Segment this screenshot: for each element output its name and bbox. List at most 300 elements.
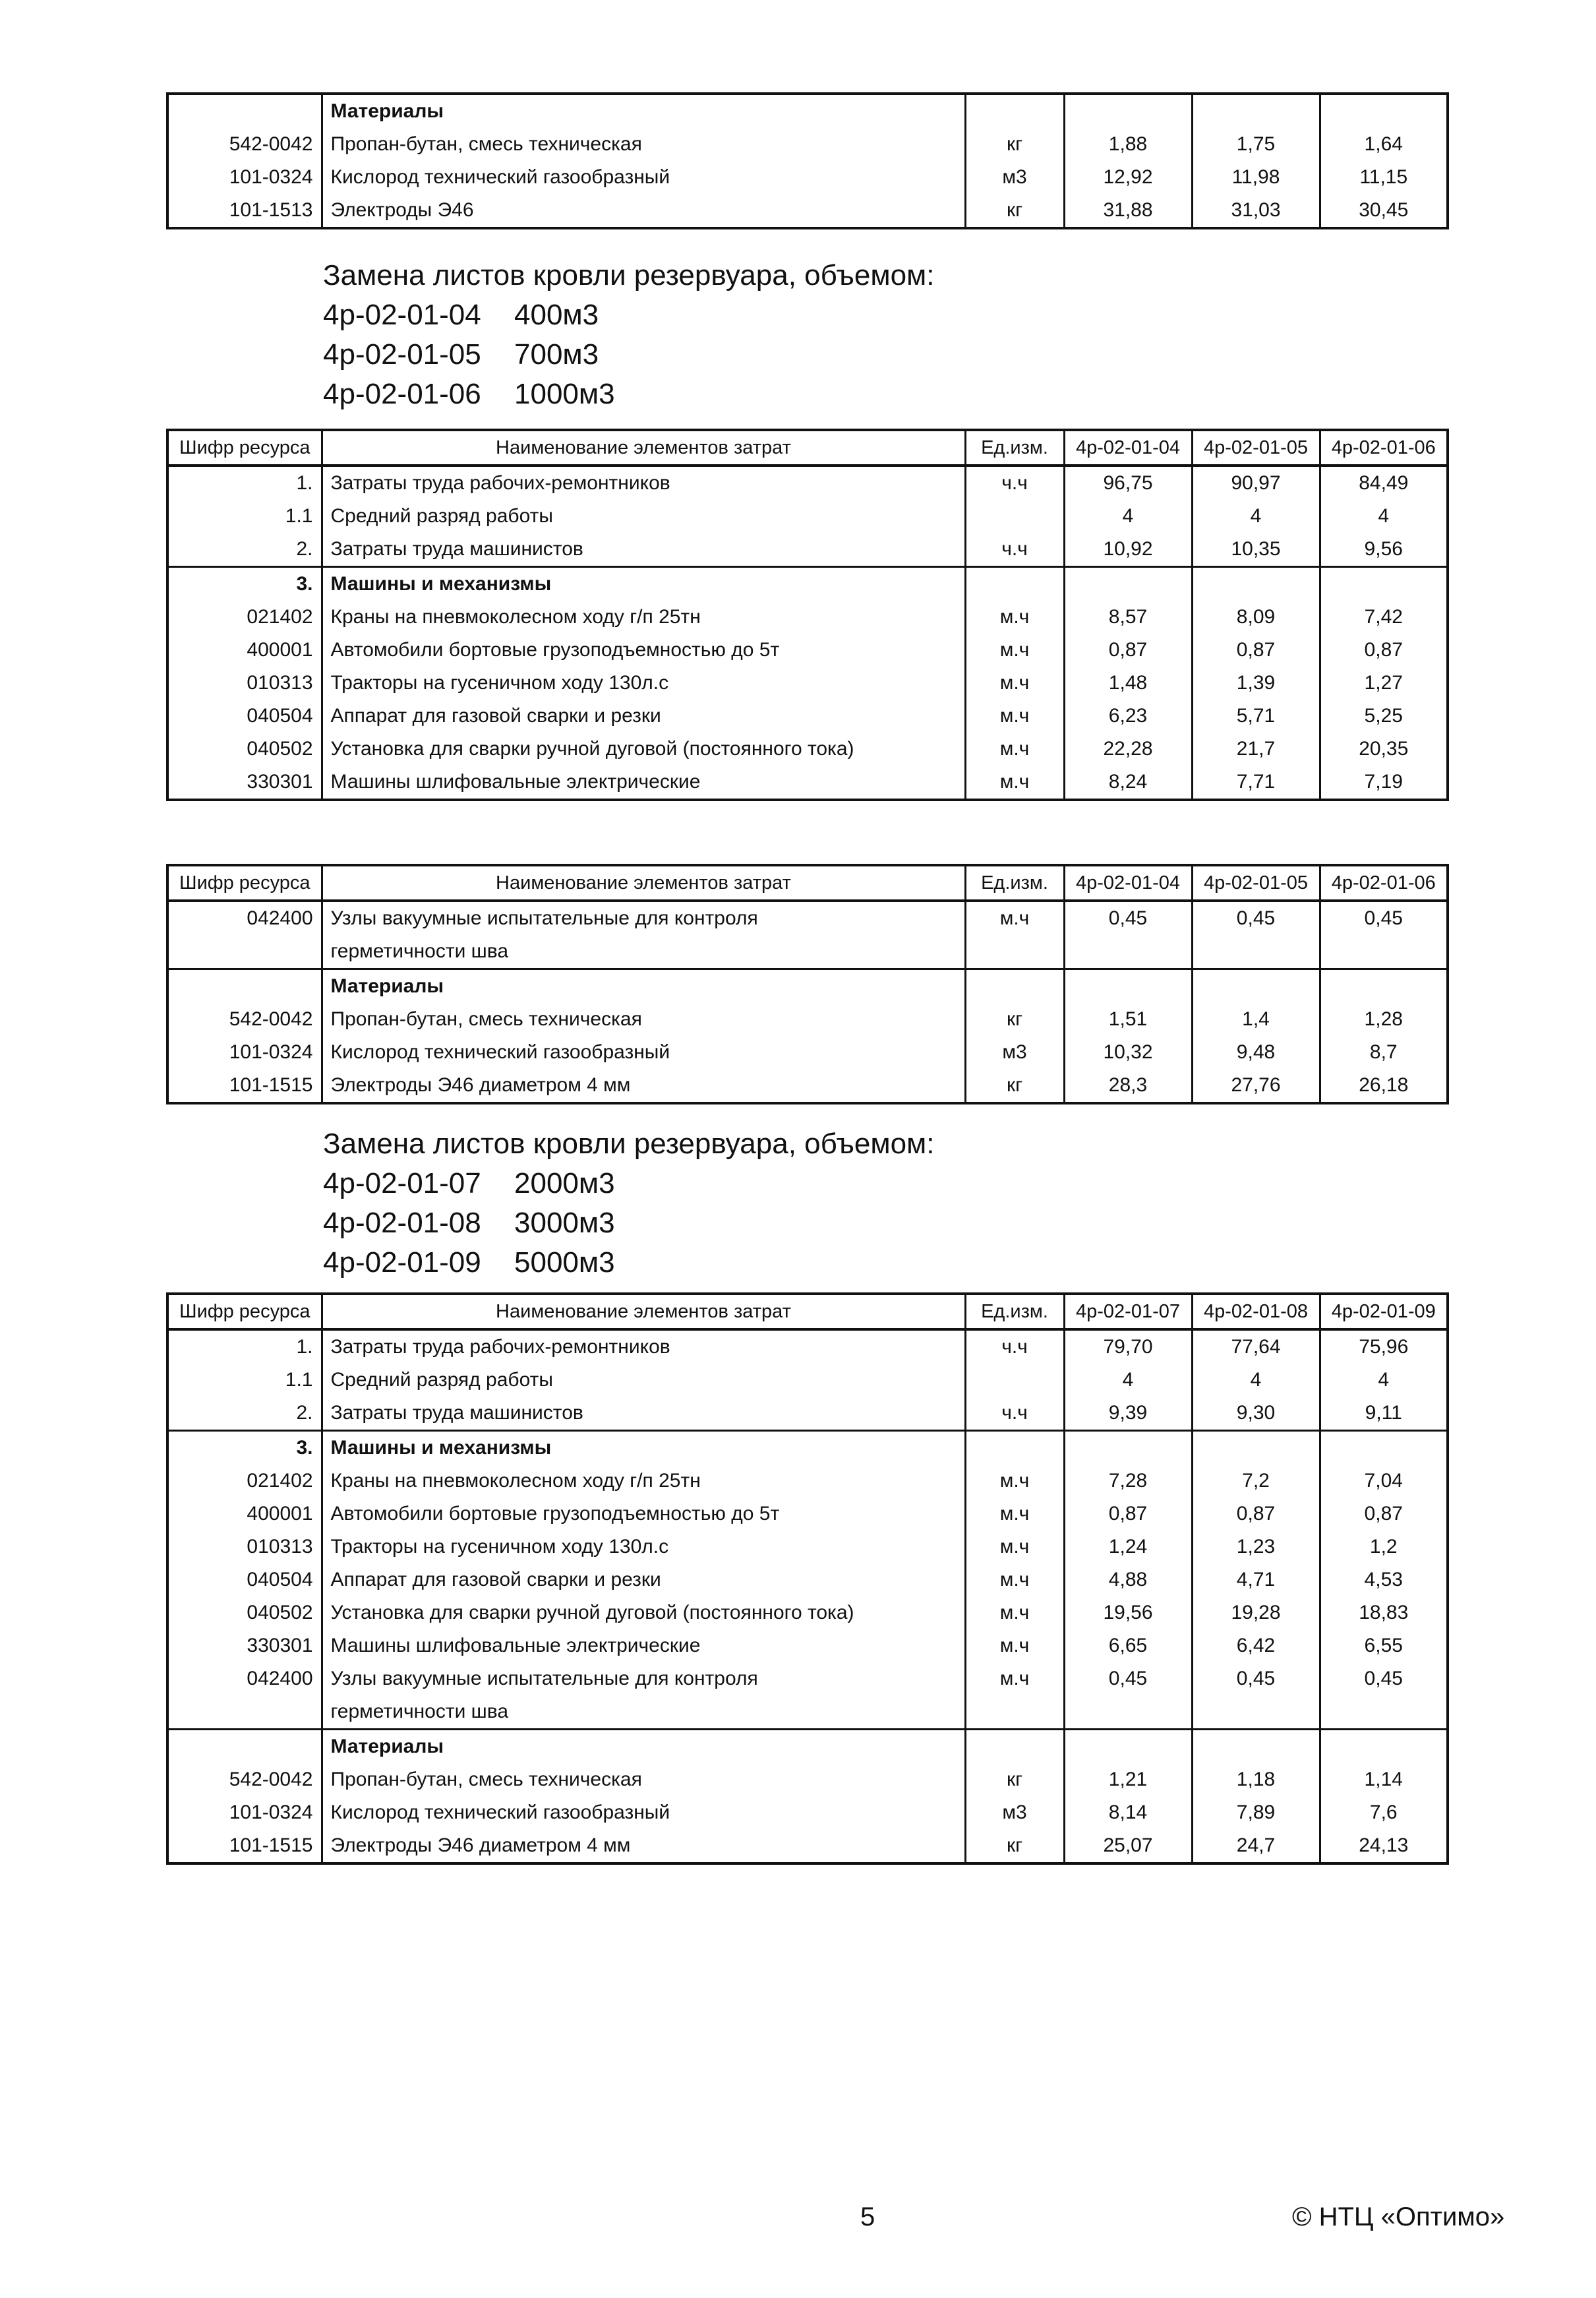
resource-name: Тракторы на гусеничном ходу 130л.с xyxy=(322,1530,965,1563)
unit: м.ч xyxy=(965,1530,1064,1563)
value-2: 31,03 xyxy=(1192,194,1320,228)
resource-name: Кислород технический газообразный xyxy=(322,1036,965,1069)
value-1: 8,57 xyxy=(1064,601,1192,634)
table-row xyxy=(167,1530,1448,1563)
header-value-3: 4р-02-01-06 xyxy=(1320,865,1448,901)
unit xyxy=(965,1431,1064,1465)
value-3: 18,83 xyxy=(1320,1596,1448,1629)
resource-name: Тракторы на гусеничном ходу 130л.с xyxy=(322,667,965,700)
resources-table-1 xyxy=(166,429,1449,801)
resources-table-2 xyxy=(166,864,1449,1104)
unit xyxy=(965,1695,1064,1730)
table-row xyxy=(167,969,1448,1004)
unit: м.ч xyxy=(965,1629,1064,1662)
value-3 xyxy=(1320,94,1448,128)
value-2: 9,48 xyxy=(1192,1036,1320,1069)
value-1 xyxy=(1064,1431,1192,1465)
resource-name: Краны на пневмоколесном ходу г/п 25тн xyxy=(322,1465,965,1497)
value-1 xyxy=(1064,1695,1192,1730)
value-3: 1,27 xyxy=(1320,667,1448,700)
resource-code xyxy=(167,1695,322,1730)
volume-item xyxy=(323,1243,935,1283)
value-1: 0,45 xyxy=(1064,1662,1192,1695)
value-3: 0,45 xyxy=(1320,1662,1448,1695)
volume-value: 1000м3 xyxy=(514,378,615,410)
resource-name: герметичности шва xyxy=(322,1695,965,1730)
value-1: 0,87 xyxy=(1064,1497,1192,1530)
value-3: 84,49 xyxy=(1320,466,1448,500)
resource-name: Материалы xyxy=(322,1730,965,1764)
resource-code: 400001 xyxy=(167,634,322,667)
value-2 xyxy=(1192,1730,1320,1764)
header-value-1: 4р-02-01-07 xyxy=(1064,1294,1192,1329)
unit xyxy=(965,500,1064,533)
unit: кг xyxy=(965,1829,1064,1863)
value-1: 1,48 xyxy=(1064,667,1192,700)
value-1: 31,88 xyxy=(1064,194,1192,228)
value-2 xyxy=(1192,1431,1320,1465)
copyright: © НТЦ «Оптимо» xyxy=(1292,2202,1505,2231)
resource-code: 2. xyxy=(167,1397,322,1431)
header-code: Шифр ресурса xyxy=(167,1294,322,1329)
unit: м.ч xyxy=(965,766,1064,800)
value-3: 30,45 xyxy=(1320,194,1448,228)
value-1: 6,23 xyxy=(1064,700,1192,733)
table-row xyxy=(167,533,1448,567)
table-row xyxy=(167,1662,1448,1695)
resource-name: Аппарат для газовой сварки и резки xyxy=(322,700,965,733)
value-2: 27,76 xyxy=(1192,1069,1320,1103)
resource-name: Затраты труда машинистов xyxy=(322,533,965,567)
resource-name: Узлы вакуумные испытательные для контроля xyxy=(322,1662,965,1695)
section-heading-1 xyxy=(323,256,935,414)
resource-code: 542-0042 xyxy=(167,1763,322,1796)
unit: ч.ч xyxy=(965,466,1064,500)
value-2: 5,71 xyxy=(1192,700,1320,733)
value-3: 7,42 xyxy=(1320,601,1448,634)
value-2: 8,09 xyxy=(1192,601,1320,634)
resource-code: 101-1515 xyxy=(167,1069,322,1103)
value-3: 9,56 xyxy=(1320,533,1448,567)
unit: ч.ч xyxy=(965,1397,1064,1431)
value-3: 1,64 xyxy=(1320,128,1448,161)
resource-code: 1.1 xyxy=(167,1364,322,1397)
resource-name: Установка для сварки ручной дуговой (постоянного тока) xyxy=(322,1596,965,1629)
volume-value: 400м3 xyxy=(514,299,599,331)
resource-name: Электроды Э46 xyxy=(322,194,965,228)
materials-table-top xyxy=(166,92,1449,229)
resource-code: 010313 xyxy=(167,1530,322,1563)
value-3: 7,6 xyxy=(1320,1796,1448,1829)
table-row xyxy=(167,601,1448,634)
value-3: 24,13 xyxy=(1320,1829,1448,1863)
resource-code xyxy=(167,94,322,128)
resource-name: Пропан-бутан, смесь техническая xyxy=(322,1763,965,1796)
norm-code: 4р-02-01-06 xyxy=(323,378,481,410)
table-row xyxy=(167,161,1448,194)
table-row xyxy=(167,500,1448,533)
value-2: 11,98 xyxy=(1192,161,1320,194)
value-1 xyxy=(1064,94,1192,128)
header-unit: Ед.изм. xyxy=(965,865,1064,901)
unit: ч.ч xyxy=(965,1329,1064,1364)
resource-code: 542-0042 xyxy=(167,128,322,161)
resource-code: 042400 xyxy=(167,901,322,935)
resource-code: 021402 xyxy=(167,601,322,634)
value-1: 9,39 xyxy=(1064,1397,1192,1431)
header-value-3: 4р-02-01-09 xyxy=(1320,1294,1448,1329)
header-unit: Ед.изм. xyxy=(965,1294,1064,1329)
header-value-2: 4р-02-01-05 xyxy=(1192,430,1320,466)
table-row xyxy=(167,1036,1448,1069)
value-2: 19,28 xyxy=(1192,1596,1320,1629)
value-1: 79,70 xyxy=(1064,1329,1192,1364)
value-1: 1,88 xyxy=(1064,128,1192,161)
volume-item xyxy=(323,295,935,335)
resource-name: Кислород технический газообразный xyxy=(322,161,965,194)
value-2: 1,39 xyxy=(1192,667,1320,700)
resource-name: Пропан-бутан, смесь техническая xyxy=(322,128,965,161)
resource-name: Машины и механизмы xyxy=(322,1431,965,1465)
resource-name: Средний разряд работы xyxy=(322,1364,965,1397)
unit xyxy=(965,1730,1064,1764)
section-heading-text: Замена листов кровли резервуара, объемом: xyxy=(323,1128,935,1160)
volume-item xyxy=(323,1164,935,1203)
unit: ч.ч xyxy=(965,533,1064,567)
value-3: 7,04 xyxy=(1320,1465,1448,1497)
value-1: 12,92 xyxy=(1064,161,1192,194)
volume-item xyxy=(323,1203,935,1243)
header-value-2: 4р-02-01-05 xyxy=(1192,865,1320,901)
resource-name: Автомобили бортовые грузоподъемностью до 5т xyxy=(322,1497,965,1530)
value-3: 4 xyxy=(1320,500,1448,533)
resource-code: 010313 xyxy=(167,667,322,700)
value-1: 8,24 xyxy=(1064,766,1192,800)
resource-name: Электроды Э46 диаметром 4 мм xyxy=(322,1829,965,1863)
header-value-2: 4р-02-01-08 xyxy=(1192,1294,1320,1329)
value-3: 4,53 xyxy=(1320,1563,1448,1596)
value-1 xyxy=(1064,935,1192,969)
unit xyxy=(965,94,1064,128)
unit: кг xyxy=(965,128,1064,161)
value-2: 1,18 xyxy=(1192,1763,1320,1796)
value-3: 1,28 xyxy=(1320,1003,1448,1036)
header-unit: Ед.изм. xyxy=(965,430,1064,466)
value-2: 1,23 xyxy=(1192,1530,1320,1563)
value-3: 7,19 xyxy=(1320,766,1448,800)
resource-code xyxy=(167,935,322,969)
unit: кг xyxy=(965,194,1064,228)
table-row xyxy=(167,1431,1448,1465)
resource-code: 101-1515 xyxy=(167,1829,322,1863)
value-3: 5,25 xyxy=(1320,700,1448,733)
table-row xyxy=(167,94,1448,128)
value-3: 0,87 xyxy=(1320,634,1448,667)
resource-name: Средний разряд работы xyxy=(322,500,965,533)
value-3: 1,14 xyxy=(1320,1763,1448,1796)
value-1: 1,24 xyxy=(1064,1530,1192,1563)
table-row xyxy=(167,1465,1448,1497)
unit xyxy=(965,935,1064,969)
resource-code xyxy=(167,1730,322,1764)
value-3: 11,15 xyxy=(1320,161,1448,194)
value-1 xyxy=(1064,969,1192,1004)
value-1 xyxy=(1064,567,1192,601)
resources-table-3 xyxy=(166,1292,1449,1865)
value-3: 0,45 xyxy=(1320,901,1448,935)
value-2: 4 xyxy=(1192,500,1320,533)
value-2: 0,45 xyxy=(1192,901,1320,935)
resource-code: 400001 xyxy=(167,1497,322,1530)
value-3: 26,18 xyxy=(1320,1069,1448,1103)
resource-name: Затраты труда рабочих-ремонтников xyxy=(322,1329,965,1364)
table-row xyxy=(167,1829,1448,1863)
table-row xyxy=(167,1796,1448,1829)
resource-name: Аппарат для газовой сварки и резки xyxy=(322,1563,965,1596)
resource-code: 040504 xyxy=(167,700,322,733)
value-2: 90,97 xyxy=(1192,466,1320,500)
norm-code: 4р-02-01-07 xyxy=(323,1167,481,1199)
table-row xyxy=(167,1364,1448,1397)
table-row xyxy=(167,194,1448,228)
value-2: 1,4 xyxy=(1192,1003,1320,1036)
value-1: 19,56 xyxy=(1064,1596,1192,1629)
header-value-1: 4р-02-01-04 xyxy=(1064,430,1192,466)
value-1: 10,32 xyxy=(1064,1036,1192,1069)
table-row xyxy=(167,1629,1448,1662)
unit: м3 xyxy=(965,1796,1064,1829)
resource-name: Материалы xyxy=(322,969,965,1004)
header-name: Наименование элементов затрат xyxy=(322,430,965,466)
value-2: 21,7 xyxy=(1192,733,1320,766)
value-2: 7,2 xyxy=(1192,1465,1320,1497)
value-3 xyxy=(1320,935,1448,969)
value-2: 0,45 xyxy=(1192,1662,1320,1695)
resource-name: Затраты труда машинистов xyxy=(322,1397,965,1431)
resource-name: Электроды Э46 диаметром 4 мм xyxy=(322,1069,965,1103)
value-1 xyxy=(1064,1730,1192,1764)
table-row xyxy=(167,766,1448,800)
resource-name: Краны на пневмоколесном ходу г/п 25тн xyxy=(322,601,965,634)
resource-code: 542-0042 xyxy=(167,1003,322,1036)
unit: м.ч xyxy=(965,634,1064,667)
unit: м.ч xyxy=(965,733,1064,766)
volume-item xyxy=(323,335,935,375)
unit: м.ч xyxy=(965,601,1064,634)
value-2: 7,89 xyxy=(1192,1796,1320,1829)
table-row xyxy=(167,667,1448,700)
value-3: 9,11 xyxy=(1320,1397,1448,1431)
unit: м.ч xyxy=(965,1596,1064,1629)
resource-code: 040504 xyxy=(167,1563,322,1596)
norm-code: 4р-02-01-05 xyxy=(323,338,481,371)
section-heading-2 xyxy=(323,1124,935,1283)
value-2 xyxy=(1192,94,1320,128)
resource-code: 101-0324 xyxy=(167,161,322,194)
unit xyxy=(965,1364,1064,1397)
value-1: 1,51 xyxy=(1064,1003,1192,1036)
unit: м.ч xyxy=(965,700,1064,733)
value-1: 0,45 xyxy=(1064,901,1192,935)
page-number: 5 xyxy=(860,2202,875,2231)
table-row xyxy=(167,634,1448,667)
value-1: 28,3 xyxy=(1064,1069,1192,1103)
value-3 xyxy=(1320,1730,1448,1764)
value-2: 4 xyxy=(1192,1364,1320,1397)
resource-code: 040502 xyxy=(167,1596,322,1629)
value-2: 10,35 xyxy=(1192,533,1320,567)
value-3: 0,87 xyxy=(1320,1497,1448,1530)
value-3: 8,7 xyxy=(1320,1036,1448,1069)
value-1: 22,28 xyxy=(1064,733,1192,766)
value-2: 0,87 xyxy=(1192,634,1320,667)
value-3 xyxy=(1320,969,1448,1004)
table-row xyxy=(167,935,1448,969)
unit: кг xyxy=(965,1069,1064,1103)
value-2: 4,71 xyxy=(1192,1563,1320,1596)
value-1: 4,88 xyxy=(1064,1563,1192,1596)
value-2 xyxy=(1192,1695,1320,1730)
unit: м.ч xyxy=(965,1662,1064,1695)
resource-name: Материалы xyxy=(322,94,965,128)
unit xyxy=(965,969,1064,1004)
table-row xyxy=(167,1730,1448,1764)
resource-code: 1. xyxy=(167,1329,322,1364)
header-name: Наименование элементов затрат xyxy=(322,1294,965,1329)
value-2 xyxy=(1192,935,1320,969)
volume-value: 2000м3 xyxy=(514,1167,615,1199)
unit: м.ч xyxy=(965,1465,1064,1497)
resource-code: 101-0324 xyxy=(167,1036,322,1069)
value-1: 4 xyxy=(1064,1364,1192,1397)
table-row xyxy=(167,1763,1448,1796)
norm-code: 4р-02-01-09 xyxy=(323,1246,481,1279)
resource-name: Машины шлифовальные электрические xyxy=(322,1629,965,1662)
section-heading-text: Замена листов кровли резервуара, объемом: xyxy=(323,259,935,291)
value-3: 6,55 xyxy=(1320,1629,1448,1662)
unit: кг xyxy=(965,1003,1064,1036)
resource-code: 101-0324 xyxy=(167,1796,322,1829)
volume-item xyxy=(323,375,935,414)
value-1: 4 xyxy=(1064,500,1192,533)
table-row xyxy=(167,1695,1448,1730)
value-3 xyxy=(1320,1431,1448,1465)
volume-value: 700м3 xyxy=(514,338,599,371)
value-3: 1,2 xyxy=(1320,1530,1448,1563)
resource-name: Машины шлифовальные электрические xyxy=(322,766,965,800)
value-2: 1,75 xyxy=(1192,128,1320,161)
resource-name: герметичности шва xyxy=(322,935,965,969)
unit: м3 xyxy=(965,161,1064,194)
resource-code: 2. xyxy=(167,533,322,567)
norm-code: 4р-02-01-08 xyxy=(323,1207,481,1239)
value-1: 7,28 xyxy=(1064,1465,1192,1497)
unit: кг xyxy=(965,1763,1064,1796)
table-row xyxy=(167,1069,1448,1103)
unit: м.ч xyxy=(965,667,1064,700)
unit xyxy=(965,567,1064,601)
value-1: 6,65 xyxy=(1064,1629,1192,1662)
value-2: 7,71 xyxy=(1192,766,1320,800)
value-2: 6,42 xyxy=(1192,1629,1320,1662)
table-row xyxy=(167,733,1448,766)
header-value-3: 4р-02-01-06 xyxy=(1320,430,1448,466)
resource-name: Затраты труда рабочих-ремонтников xyxy=(322,466,965,500)
table-row xyxy=(167,901,1448,935)
table-header-row xyxy=(167,1294,1448,1329)
unit: м.ч xyxy=(965,901,1064,935)
value-1: 96,75 xyxy=(1064,466,1192,500)
volume-value: 5000м3 xyxy=(514,1246,615,1279)
unit: м.ч xyxy=(965,1563,1064,1596)
unit: м.ч xyxy=(965,1497,1064,1530)
value-1: 25,07 xyxy=(1064,1829,1192,1863)
value-1: 10,92 xyxy=(1064,533,1192,567)
value-2: 0,87 xyxy=(1192,1497,1320,1530)
norm-code: 4р-02-01-04 xyxy=(323,299,481,331)
value-3: 20,35 xyxy=(1320,733,1448,766)
table-row xyxy=(167,128,1448,161)
unit: м3 xyxy=(965,1036,1064,1069)
value-2: 24,7 xyxy=(1192,1829,1320,1863)
table-row xyxy=(167,1003,1448,1036)
value-1: 1,21 xyxy=(1064,1763,1192,1796)
table-row xyxy=(167,1397,1448,1431)
value-2: 77,64 xyxy=(1192,1329,1320,1364)
volume-value: 3000м3 xyxy=(514,1207,615,1239)
table-header-row xyxy=(167,865,1448,901)
table-row xyxy=(167,700,1448,733)
value-3 xyxy=(1320,1695,1448,1730)
value-1: 0,87 xyxy=(1064,634,1192,667)
resource-name: Кислород технический газообразный xyxy=(322,1796,965,1829)
resource-name: Пропан-бутан, смесь техническая xyxy=(322,1003,965,1036)
table-row xyxy=(167,1497,1448,1530)
header-code: Шифр ресурса xyxy=(167,430,322,466)
resource-code: 330301 xyxy=(167,1629,322,1662)
value-3: 75,96 xyxy=(1320,1329,1448,1364)
resource-name: Установка для сварки ручной дуговой (постоянного тока) xyxy=(322,733,965,766)
value-1: 8,14 xyxy=(1064,1796,1192,1829)
table-row xyxy=(167,1329,1448,1364)
resource-name: Автомобили бортовые грузоподъемностью до 5т xyxy=(322,634,965,667)
resource-code: 1. xyxy=(167,466,322,500)
header-name: Наименование элементов затрат xyxy=(322,865,965,901)
resource-code: 021402 xyxy=(167,1465,322,1497)
header-code: Шифр ресурса xyxy=(167,865,322,901)
value-2 xyxy=(1192,969,1320,1004)
value-3 xyxy=(1320,567,1448,601)
resource-code: 040502 xyxy=(167,733,322,766)
table-row xyxy=(167,1563,1448,1596)
value-2 xyxy=(1192,567,1320,601)
table-header-row xyxy=(167,430,1448,466)
value-2: 9,30 xyxy=(1192,1397,1320,1431)
resource-code: 3. xyxy=(167,567,322,601)
header-value-1: 4р-02-01-04 xyxy=(1064,865,1192,901)
value-3: 4 xyxy=(1320,1364,1448,1397)
table-row xyxy=(167,466,1448,500)
resource-name: Машины и механизмы xyxy=(322,567,965,601)
table-row xyxy=(167,567,1448,601)
resource-code: 330301 xyxy=(167,766,322,800)
resource-code xyxy=(167,969,322,1004)
resource-code: 3. xyxy=(167,1431,322,1465)
resource-code: 1.1 xyxy=(167,500,322,533)
resource-name: Узлы вакуумные испытательные для контроля xyxy=(322,901,965,935)
resource-code: 042400 xyxy=(167,1662,322,1695)
table-row xyxy=(167,1596,1448,1629)
